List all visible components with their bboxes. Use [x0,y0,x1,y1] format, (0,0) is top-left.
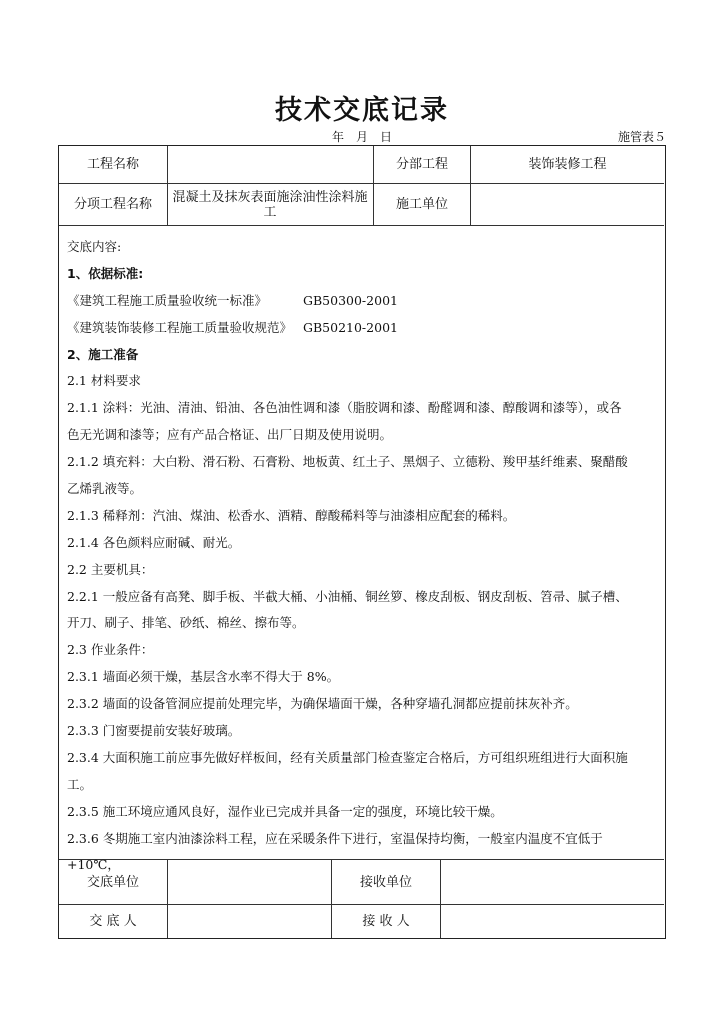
standard-item [67,288,659,315]
receive-person-label: 接 收 人 [362,914,410,929]
receive-unit-field[interactable] [441,860,664,904]
row-divider [59,225,664,226]
section-heading: 1、依据标准: [67,265,144,281]
content-line: 2.3 作业条件： [67,642,154,658]
standard-name: 《建筑装饰装修工程施工质量验收规范》 [67,319,293,335]
content-line: 2.1.1 涂料：光油、清油、铅油、各色油性调和漆（脂胶调和漆、酚醛调和漆、醇酸调和漆等），或各 [67,400,622,416]
project-name-label: 工程名称 [86,157,139,172]
construction-unit-label: 施工单位 [395,197,448,212]
content-line: 2.2 主要机具： [67,561,154,577]
content-line: 2.1 材料要求 [67,373,141,389]
form-number: 施管表５ [617,130,666,144]
content-line: 2.3.2 墙面的设备管洞应提前处理完毕，为确保墙面干燥，各种穿墙孔洞都应提前抹灰补齐。 [67,696,578,712]
construction-unit-field[interactable] [471,184,664,225]
date-line: 年 月 日 [331,130,392,144]
content-line: 2.1.2 填充料：大白粉、滑石粉、石膏粉、地板黄、红土子、黑烟子、立德粉、羧甲基纤维素、聚醋酸 [67,454,628,470]
content-line: 2.3.5 施工环境应通风良好，湿作业已完成并具备一定的强度，环境比较干燥。 [67,803,503,819]
content-line: 2.2.1 一般应备有高凳、脚手板、半截大桶、小油桶、铜丝箩、橡皮刮板、钢皮刮板、笤帚、腻子槽、 [67,588,628,604]
content-line: 开刀、刷子、排笔、砂纸、棉丝、擦布等。 [67,615,305,631]
subitem-name-field[interactable]: 混凝土及抹灰表面施涂油性涂料施工 [172,189,368,220]
receive-unit-label: 接收单位 [359,874,412,890]
standard-item [67,315,659,342]
handover-content [67,234,659,879]
content-line: 2.3.4 大面积施工前应事先做好样板间，经有关质量部门检查鉴定合格后，方可组织班组进行大面积施 [67,749,628,765]
handover-unit-field[interactable] [168,860,331,904]
handover-unit-label: 交底单位 [86,874,139,890]
content-line: 工。 [67,776,93,792]
division-field[interactable]: 装饰装修工程 [528,157,607,172]
record-form [58,145,666,939]
standard-code: GB50300-2001 [303,292,398,308]
handover-person-field[interactable] [168,905,331,938]
section-heading: 2、施工准备 [67,346,139,362]
content-intro: 交底内容: [67,239,122,254]
content-line: +10℃， [67,857,120,873]
content-line: 2.3.6 冬期施工室内油漆涂料工程，应在采暖条件下进行，室温保持均衡，一般室内温度不宜低于 [67,830,603,846]
content-line: 乙烯乳液等。 [67,481,143,497]
content-line: 2.1.3 稀释剂：汽油、煤油、松香水、酒精、醇酸稀料等与油漆相应配套的稀料。 [67,507,516,523]
project-name-field[interactable] [168,146,373,183]
content-line: 色无光调和漆等；应有产品合格证、出厂日期及使用说明。 [67,427,393,443]
receive-person-field[interactable] [441,905,664,938]
subitem-name-label: 分项工程名称 [73,197,152,212]
division-label: 分部工程 [395,157,448,172]
handover-person-label: 交 底 人 [89,914,137,929]
content-line: 2.1.4 各色颜料应耐碱、耐光。 [67,534,241,550]
standard-code: GB50210-2001 [303,319,398,335]
standard-name: 《建筑工程施工质量验收统一标准》 [67,292,268,308]
content-line: 2.3.3 门窗要提前安装好玻璃。 [67,723,241,739]
content-line: 2.3.1 墙面必须干燥，基层含水率不得大于 8%。 [67,669,340,685]
document-title: 技术交底记录 [275,95,449,126]
